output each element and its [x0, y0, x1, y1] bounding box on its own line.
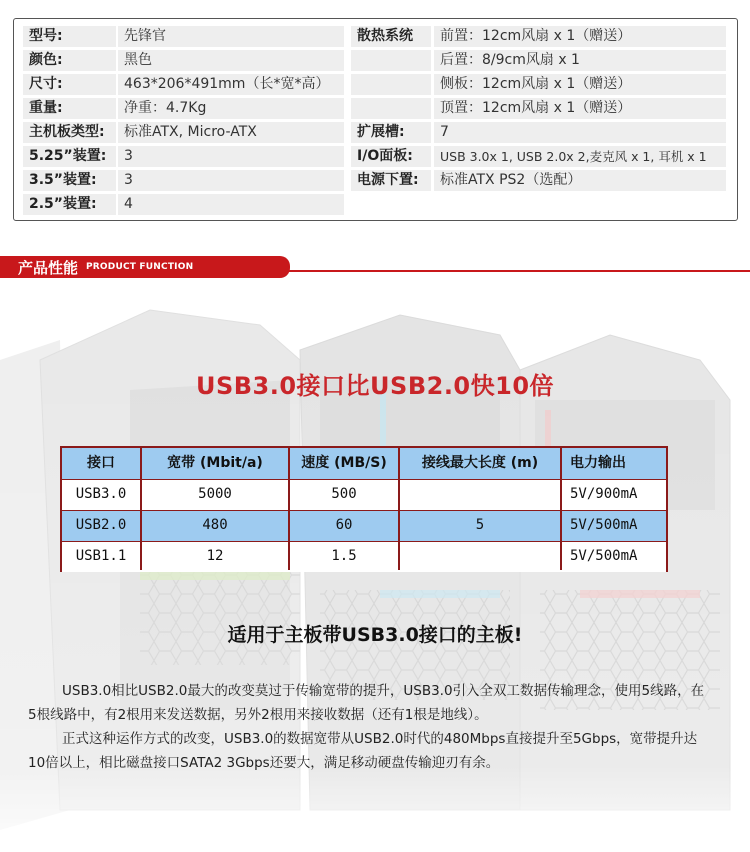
spec-value: 7 — [434, 122, 726, 143]
table-divider — [62, 479, 666, 480]
table-divider — [288, 448, 290, 570]
paragraph: 正式这种运作方式的改变，USB3.0的数据宽带从USB2.0时代的480Mbps直接提升至5Gbps，宽带提升达10倍以上，相比磁盘接口SATA2 3Gbps还要大，满足移动硬盘传输迎刃有余。 — [28, 731, 698, 771]
table-row — [62, 510, 666, 541]
paragraph: USB3.0相比USB2.0最大的改变莫过于传输宽带的提升，USB3.0引入全双工数据传输理念，使用5线路，在5根线路中，有2根用来发送数据，另外2根用来接收数据（还有1根是地线）。 — [28, 683, 705, 723]
table-cell: 500 — [331, 486, 357, 502]
spec-value: 顶置：12cm风扇 x 1（赠送） — [434, 98, 726, 119]
table-cell: 480 — [202, 517, 228, 533]
spec-value: 净重：4.7Kg — [118, 98, 344, 119]
spec-value: 黑色 — [118, 50, 344, 71]
section-tab — [0, 256, 290, 278]
table-divider — [398, 448, 400, 570]
spec-value: 先锋官 — [118, 26, 344, 47]
spec-key: 尺寸: — [23, 74, 116, 95]
spec-value: 侧板：12cm风扇 x 1（赠送） — [434, 74, 726, 95]
table-header-row — [62, 448, 666, 479]
spec-key: 扩展槽: — [351, 122, 431, 143]
spec-value: 标准ATX PS2（选配） — [434, 170, 726, 191]
spec-key: 重量: — [23, 98, 116, 119]
table-row — [62, 479, 666, 510]
table-cell: 5V/900mA — [570, 486, 638, 502]
spec-key — [351, 98, 431, 119]
spec-key: 颜色: — [23, 50, 116, 71]
spec-key: 型号: — [23, 26, 116, 47]
table-cell: 5000 — [198, 486, 232, 502]
table-divider — [62, 510, 666, 511]
column-header: 宽带 (Mbit/a) — [167, 455, 263, 471]
spec-key: 3.5”装置: — [23, 170, 116, 191]
column-header: 接线最大长度 (m) — [421, 455, 539, 471]
spec-value: 标准ATX, Micro-ATX — [118, 122, 344, 143]
spec-key: 5.25”装置: — [23, 146, 116, 167]
spec-key: I/O面板: — [351, 146, 431, 167]
column-header: 电力输出 — [570, 455, 626, 471]
spec-key: 电源下置: — [351, 170, 431, 191]
table-row — [62, 541, 666, 572]
spec-key: 散热系统 — [351, 26, 431, 47]
spec-value: 3 — [118, 146, 344, 167]
column-header: 接口 — [87, 455, 115, 471]
column-header: 速度 (MB/S) — [301, 455, 387, 471]
section-title: 产品性能 — [18, 259, 79, 277]
section-subtitle: PRODUCT FUNCTION — [86, 262, 194, 272]
usb-comparison-table — [60, 446, 668, 572]
table-cell: USB3.0 — [75, 486, 127, 502]
table-divider — [62, 541, 666, 542]
spec-key: 主机板类型: — [23, 122, 116, 143]
spec-value: 4 — [118, 194, 344, 215]
table-cell: 12 — [206, 548, 224, 564]
table-divider — [140, 448, 142, 570]
table-divider — [560, 448, 562, 570]
table-cell: 5 — [475, 517, 485, 533]
spec-key: 2.5”装置: — [23, 194, 116, 215]
table-cell: USB2.0 — [75, 517, 127, 533]
table-cell: 60 — [335, 517, 353, 533]
table-cell: 1.5 — [331, 548, 357, 564]
spec-key — [351, 74, 431, 95]
spec-table — [13, 18, 738, 221]
table-cell: USB1.1 — [75, 548, 127, 564]
spec-key — [351, 50, 431, 71]
subheadline: 适用于主板带USB3.0接口的主板! — [227, 624, 523, 646]
headline: USB3.0接口比USB2.0快10倍 — [195, 372, 555, 400]
table-cell: 5V/500mA — [570, 517, 638, 533]
spec-value: 3 — [118, 170, 344, 191]
spec-value: 前置：12cm风扇 x 1（赠送） — [434, 26, 726, 47]
spec-value: 后置：8/9cm风扇 x 1 — [434, 50, 726, 71]
spec-value: 463*206*491mm（长*宽*高） — [118, 74, 344, 95]
table-cell: 5V/500mA — [570, 548, 638, 564]
spec-value: USB 3.0x 1, USB 2.0x 2,麦克风 x 1, 耳机 x 1 — [434, 146, 726, 167]
